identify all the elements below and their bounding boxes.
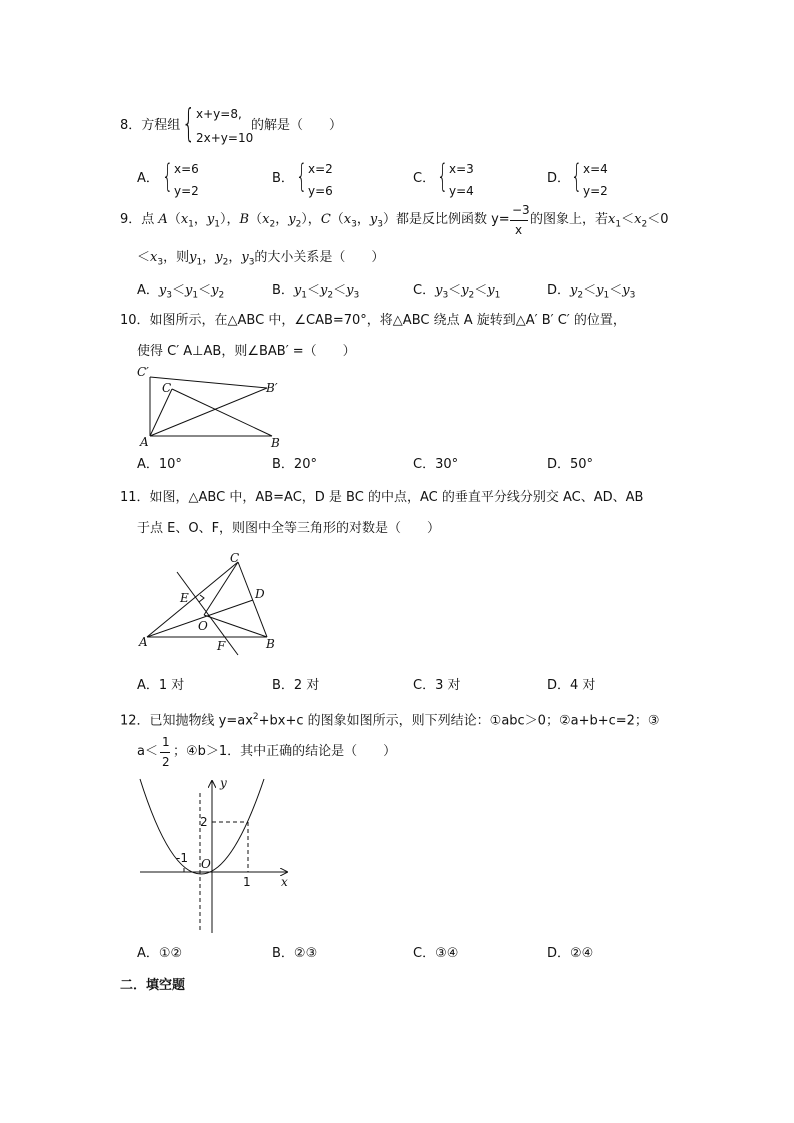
q12-option-d[interactable]: D．②④ <box>547 946 594 961</box>
point-c: C <box>320 212 331 227</box>
option-label: A． <box>137 171 159 186</box>
q8-brace: { <box>182 101 196 145</box>
q9-line2: $<x_3$，则$y_1$，$y_2$，$y_3$的大小关系是（ ） <box>137 250 385 268</box>
q11-line1: 11．如图，△ABC 中，AB=AC，D 是 BC 的中点，AC 的垂直平分线分别交 AC、AD、AB <box>120 490 644 505</box>
section-heading: 二．填空题 <box>120 978 186 993</box>
option-brace: { <box>162 157 174 195</box>
sub-1: 1 <box>188 219 194 230</box>
q11-option-a[interactable]: A．1 对 <box>137 678 185 693</box>
option-line: y=4 <box>449 184 474 198</box>
seg-ob <box>204 615 267 637</box>
q10-option-c[interactable]: C．30° <box>413 457 459 472</box>
seg-ac <box>147 562 238 637</box>
right-angle-mark <box>199 595 204 602</box>
option-line: x=6 <box>174 162 199 176</box>
q10-line1: 10．如图所示，在△ABC 中，∠CAB=70°，将△ABC 绕点 A 旋转到△A′ B′ C′ 的位置， <box>120 313 626 328</box>
q12-option-a[interactable]: A．①② <box>137 946 183 961</box>
q11-line2: 于点 E、O、F，则图中全等三角形的对数是（ ） <box>137 521 441 536</box>
q12-label-x: x <box>281 875 288 889</box>
option-line: y=6 <box>308 184 333 198</box>
q11-label-a: A <box>139 635 148 649</box>
option-line: x=4 <box>583 162 608 176</box>
q12-label-y: y <box>220 776 227 790</box>
option-label: B． <box>272 283 294 298</box>
q11-label-d: D <box>255 587 265 601</box>
var-x1: x <box>180 212 189 227</box>
point-a: A <box>158 212 168 227</box>
q9-line2-end: 的大小关系是（ ） <box>254 250 385 265</box>
seg-perp-bisector <box>177 572 238 655</box>
q9-line1: 9．点 $A(x_1$，$y_1$），$B(x_2$，$y_2$），$C(x_3$，$y_3$）都是反比例函数 y= <box>120 212 510 230</box>
q11-label-e: E <box>180 591 189 605</box>
q10-option-a[interactable]: A．10° <box>137 457 182 472</box>
q9-func-prefix: 都是反比例函数 y= <box>395 212 510 227</box>
option-label: C． <box>413 171 436 186</box>
option-brace: { <box>571 157 583 195</box>
q11-option-c[interactable]: C．3 对 <box>413 678 461 693</box>
point-b: B <box>239 212 250 227</box>
option-label: C． <box>413 283 436 298</box>
q9-option-d[interactable]: D．$y_2<y_1<y_3$ <box>547 283 636 301</box>
q10-option-b[interactable]: B．20° <box>272 457 317 472</box>
option-line: y=2 <box>174 184 199 198</box>
q12-line2-a: a＜ <box>137 744 158 759</box>
q9-after-frac: 的图象上，若 <box>530 212 609 227</box>
option-line: y=2 <box>583 184 608 198</box>
q10-label-b1: B′ <box>266 381 278 395</box>
q9-option-c[interactable]: C．$y_3<y_2<y_1$ <box>413 283 501 301</box>
q12-line1 <box>120 713 660 727</box>
option-line: x=2 <box>308 162 333 176</box>
q12-label-2: 2 <box>200 815 208 829</box>
q11-option-b[interactable]: B．2 对 <box>272 678 320 693</box>
q10-label-a: A <box>140 435 149 449</box>
q11-label-f: F <box>217 639 226 653</box>
q10-figure <box>132 362 292 452</box>
q11-label-o: O <box>198 619 208 633</box>
seg-cb <box>172 389 272 436</box>
q12-mid: +bx+c 的图象如图所示，则下列结论：①abc＞0；②a+b+c=2；③ <box>258 713 660 729</box>
option-brace: { <box>437 157 449 195</box>
q12-label-o: O <box>201 857 211 871</box>
q10-label-b: B <box>271 436 280 450</box>
seg-ab1 <box>150 388 267 436</box>
q8-prefix: 8．方程组 <box>120 118 181 133</box>
q8-eq2: 2x+y=10 <box>196 131 254 145</box>
q9-frac-den: x <box>515 223 523 237</box>
q9-option-b[interactable]: B．$y_1<y_2<y_3$ <box>272 283 360 301</box>
option-line: x=3 <box>449 162 474 176</box>
q8-eq1: x+y=8, <box>196 107 242 121</box>
option-label: D． <box>547 171 571 186</box>
q11-label-b: B <box>266 637 275 651</box>
q12-option-c[interactable]: C．③④ <box>413 946 459 961</box>
q9-frac-num: −3 <box>512 203 530 217</box>
option-label: A． <box>137 283 159 298</box>
q12-label-1: 1 <box>243 875 251 889</box>
q10-option-d[interactable]: D．50° <box>547 457 594 472</box>
q11-figure <box>135 550 285 660</box>
q9-frac-line <box>510 220 528 221</box>
q12-frac-num: 1 <box>162 735 170 749</box>
option-brace: { <box>296 157 308 195</box>
q11-label-c: C <box>230 551 240 565</box>
q12-option-b[interactable]: B．②③ <box>272 946 318 961</box>
q12-frac-line <box>160 752 170 753</box>
q10-label-c: C <box>162 381 172 395</box>
q9-line2-tail: ，则 <box>163 250 190 265</box>
q12-prefix: 12．已知抛物线 y=ax <box>120 713 253 729</box>
q12-figure <box>132 775 302 935</box>
q10-line2: 使得 C′ A⊥AB，则∠BAB′ =（ ） <box>137 344 356 359</box>
q8-suffix: 的解是（ ） <box>251 118 343 133</box>
q12-sup: 2 <box>252 712 259 722</box>
seg-ac <box>150 389 172 436</box>
option-label: D． <box>547 283 571 298</box>
q12-label-neg1: -1 <box>176 851 188 865</box>
option-label: B． <box>272 171 294 186</box>
q9-num: 9．点 <box>120 212 155 227</box>
q9-option-a[interactable]: A．$y_3<y_1<y_2$ <box>137 283 225 301</box>
q12-line2-b: ；④b＞1．其中正确的结论是（ ） <box>173 744 397 759</box>
q11-option-d[interactable]: D．4 对 <box>547 678 596 693</box>
q10-label-c1: C′ <box>137 365 149 379</box>
q12-frac-den: 2 <box>162 755 170 769</box>
q9-after: 的图象上，若$x_1<x_2<0$ <box>530 212 669 230</box>
